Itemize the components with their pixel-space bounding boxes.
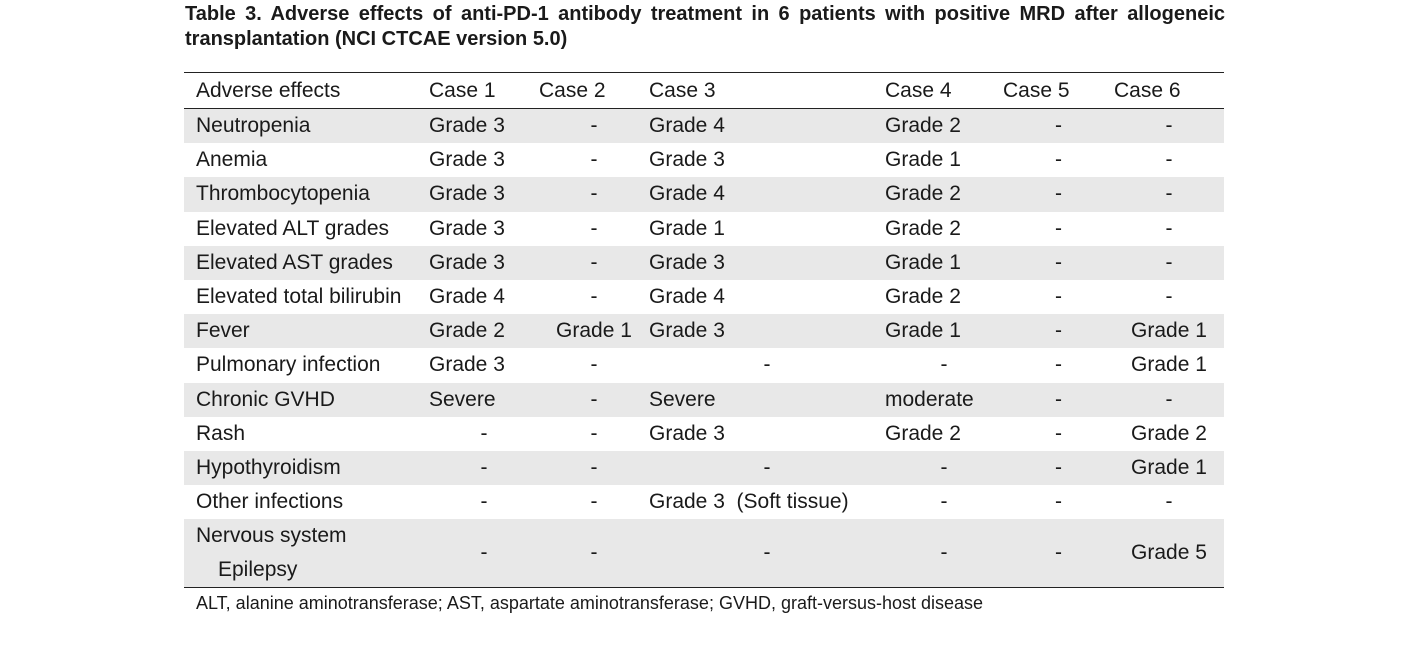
cell-case-3: Grade 4: [649, 177, 885, 211]
cell-case-3: Grade 4: [649, 109, 885, 144]
cell-case-3: Grade 3 (Soft tissue): [649, 490, 849, 514]
cell-case-2: -: [539, 383, 649, 417]
cell-adverse-effect: Pulmonary infection: [196, 353, 381, 377]
cell-case-5: -: [1055, 285, 1062, 309]
adverse-effects-table: [184, 72, 1224, 588]
cell-case-3: -: [649, 519, 885, 588]
cell-case-5: -: [1003, 519, 1114, 588]
cell-case-1: Grade 3: [429, 177, 539, 211]
cell-case-4: Grade 2: [885, 109, 1003, 144]
cell-case-5: -: [1003, 177, 1114, 211]
table-row: [184, 417, 1224, 451]
cell-case-1: Grade 3: [429, 148, 505, 172]
cell-case-2: -: [539, 519, 649, 588]
cell-case-6: -: [1114, 383, 1224, 417]
cell-adverse-effect: Elevated AST grades: [184, 246, 429, 280]
table-row: [184, 348, 1224, 382]
cell-case-2: -: [539, 451, 649, 485]
cell-adverse-effect: Other infections: [196, 490, 344, 514]
cell-case-5: -: [1055, 216, 1062, 240]
cell-case-1: -: [429, 451, 539, 485]
cell-case-1: Grade 3: [429, 353, 505, 377]
cell-case-2: -: [590, 490, 598, 514]
cell-case-6: -: [1165, 216, 1173, 240]
cell-case-3: Grade 4: [649, 285, 725, 309]
cell-case-3: Severe: [649, 383, 885, 417]
cell-case-6: -: [1114, 177, 1224, 211]
table-row: [184, 314, 1224, 348]
adverse-effect-category: Nervous system: [196, 524, 347, 548]
table-footnote: ALT, alanine aminotransferase; AST, aspartate aminotransferase; GVHD, graft-versus-host disease: [196, 593, 984, 613]
cell-case-6: -: [1165, 285, 1173, 309]
cell-case-2: -: [539, 177, 649, 211]
cell-case-3: Grade 1: [649, 216, 725, 240]
cell-case-1: Grade 3: [429, 109, 539, 144]
table-row: [184, 519, 1224, 588]
table-row: [184, 451, 1224, 485]
table-row: [184, 212, 1224, 246]
cell-adverse-effect: Thrombocytopenia: [184, 177, 429, 211]
cell-case-1: -: [429, 519, 539, 588]
cell-case-2: -: [539, 109, 649, 144]
cell-case-6: Grade 1: [1114, 314, 1224, 348]
cell-case-4: Grade 2: [885, 421, 961, 445]
cell-adverse-effect: Anemia: [196, 148, 268, 172]
header-case-2: Case 2: [539, 78, 606, 102]
cell-case-6: -: [1165, 148, 1173, 172]
cell-case-5: -: [1055, 490, 1062, 514]
cell-case-3: Grade 3: [649, 314, 885, 348]
table-row: [184, 383, 1224, 417]
cell-case-3: Grade 3: [649, 246, 885, 280]
cell-case-1: Grade 3: [429, 246, 539, 280]
cell-case-5: -: [1003, 383, 1114, 417]
header-adverse-effects: Adverse effects: [196, 78, 341, 102]
cell-adverse-effect: Elevated ALT grades: [196, 216, 390, 240]
header-case-6: Case 6: [1114, 78, 1181, 102]
cell-case-3: -: [649, 451, 885, 485]
cell-case-1: Severe: [429, 383, 539, 417]
cell-case-1: Grade 3: [429, 216, 505, 240]
cell-case-5: -: [1003, 314, 1114, 348]
cell-case-4: Grade 1: [885, 314, 1003, 348]
cell-case-5: -: [1055, 421, 1062, 445]
cell-case-6: -: [1114, 109, 1224, 144]
cell-case-1: -: [480, 490, 488, 514]
cell-adverse-effect: Rash: [196, 421, 246, 445]
table-row: [184, 280, 1224, 314]
cell-case-6: -: [1114, 246, 1224, 280]
cell-case-2: -: [590, 148, 598, 172]
cell-case-4: -: [940, 353, 948, 377]
cell-case-5: -: [1055, 148, 1062, 172]
cell-adverse-effect: [184, 519, 429, 588]
cell-case-4: Grade 2: [885, 285, 961, 309]
cell-case-5: -: [1055, 353, 1062, 377]
cell-case-5: -: [1003, 246, 1114, 280]
cell-case-3: Grade 3: [649, 148, 725, 172]
cell-adverse-effect: Fever: [184, 314, 429, 348]
header-case-1: Case 1: [429, 78, 496, 102]
cell-adverse-effect: Chronic GVHD: [184, 383, 429, 417]
cell-case-4: -: [885, 451, 1003, 485]
cell-case-6: Grade 1: [1114, 451, 1224, 485]
header-case-4: Case 4: [885, 78, 952, 102]
cell-case-2: -: [590, 216, 598, 240]
table-caption: Table 3. Adverse effects of anti-PD-1 antibody treatment in 6 patients with positive MRD after allogeneic transplantation (NCI CTCAE version 5.0): [185, 3, 1225, 50]
cell-adverse-effect: Hypothyroidism: [184, 451, 429, 485]
table-row: [184, 485, 1224, 519]
cell-adverse-effect: Elevated total bilirubin: [196, 285, 402, 309]
table-row: [184, 143, 1224, 177]
adverse-effect-subtype: Epilepsy: [218, 558, 298, 582]
cell-case-6: Grade 5: [1114, 519, 1224, 588]
cell-case-3: Grade 3: [649, 421, 725, 445]
adverse-effects-table-container: [184, 72, 1224, 588]
cell-case-5: -: [1003, 451, 1114, 485]
cell-case-1: -: [480, 421, 488, 445]
cell-case-2: -: [590, 353, 598, 377]
header-case-3: Case 3: [649, 78, 716, 102]
cell-case-4: moderate: [885, 383, 1003, 417]
cell-case-6: -: [1165, 490, 1173, 514]
cell-case-2: -: [590, 285, 598, 309]
cell-case-4: Grade 1: [885, 246, 1003, 280]
cell-case-1: Grade 2: [429, 314, 539, 348]
cell-adverse-effect: Neutropenia: [184, 109, 429, 144]
cell-case-2: -: [590, 421, 598, 445]
cell-case-4: -: [885, 519, 1003, 588]
table-row: [184, 246, 1224, 280]
cell-case-1: Grade 4: [429, 285, 505, 309]
cell-case-2: -: [539, 246, 649, 280]
cell-case-2: Grade 1: [539, 314, 649, 348]
cell-case-5: -: [1003, 109, 1114, 144]
cell-case-4: -: [940, 490, 948, 514]
table-row: [184, 109, 1224, 144]
cell-case-4: Grade 1: [885, 148, 961, 172]
cell-case-6: Grade 2: [1131, 421, 1207, 445]
header-case-5: Case 5: [1003, 78, 1070, 102]
cell-case-3: -: [763, 353, 771, 377]
cell-case-6: Grade 1: [1131, 353, 1207, 377]
cell-case-4: Grade 2: [885, 177, 1003, 211]
table-row: [184, 177, 1224, 211]
cell-case-4: Grade 2: [885, 216, 961, 240]
table-header-row: [184, 73, 1224, 109]
